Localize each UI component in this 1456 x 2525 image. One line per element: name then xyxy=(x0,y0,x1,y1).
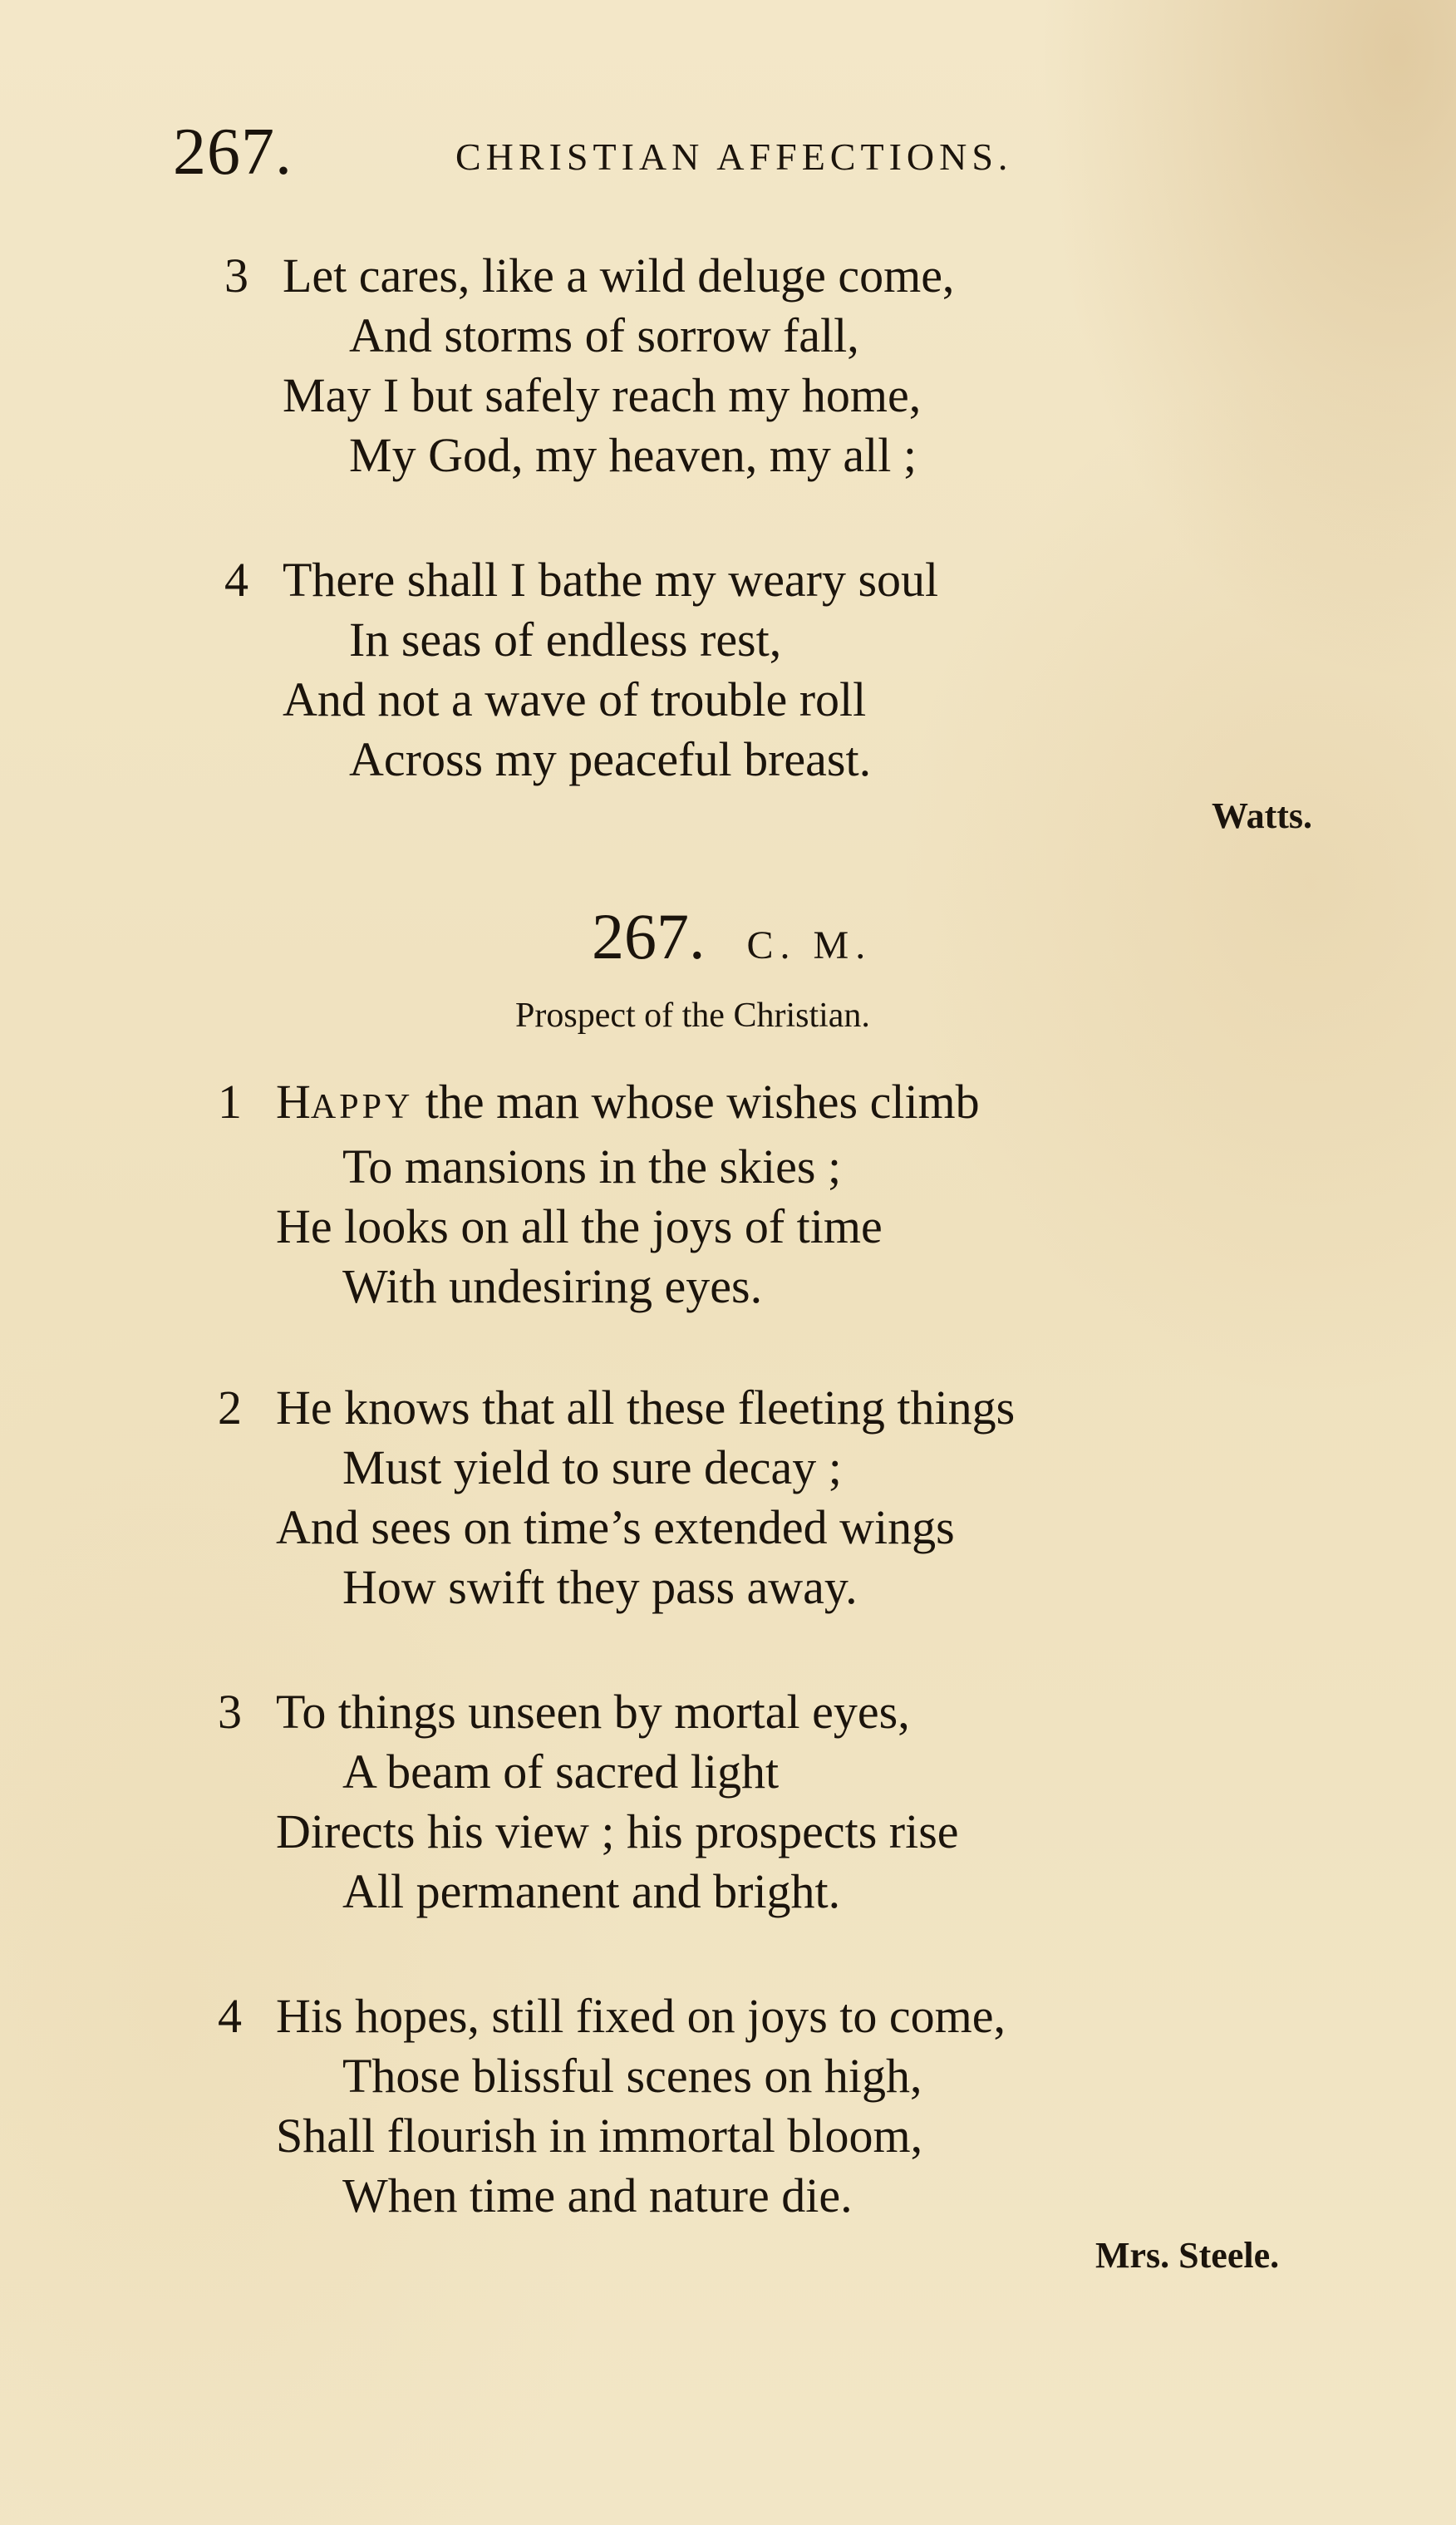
verse-line: Directs his view ; his prospects rise xyxy=(276,1804,959,1858)
stanza-number: 3 xyxy=(218,1685,242,1739)
stanza xyxy=(218,1378,1015,1617)
verse-line: There shall I bathe my weary soul xyxy=(283,553,939,607)
verse-line: And not a wave of trouble roll xyxy=(283,672,867,726)
stanza xyxy=(218,1072,980,1317)
verse-line: He looks on all the joys of time xyxy=(276,1199,883,1253)
hymn-heading xyxy=(592,899,872,974)
verse-line: With undesiring eyes. xyxy=(342,1259,763,1313)
stanza-number: 4 xyxy=(224,553,248,607)
first-word-smallcaps: APPY xyxy=(310,1088,414,1126)
stanza-number: 4 xyxy=(218,1989,242,2043)
page-header xyxy=(173,115,293,190)
stanza-number: 3 xyxy=(224,249,248,303)
verse-line: His hopes, still fixed on joys to come, xyxy=(276,1989,1006,2043)
verse-line: Those blissful scenes on high, xyxy=(342,2049,922,2103)
verse-line: Must yield to sure decay ; xyxy=(342,1440,842,1494)
author-attribution: Watts. xyxy=(1212,795,1312,836)
verse-line: the man whose wishes climb xyxy=(413,1075,980,1129)
verse-line: My God, my heaven, my all ; xyxy=(349,428,917,482)
verse-line: He knows that all these fleeting things xyxy=(276,1381,1016,1435)
page-number: 267. xyxy=(173,116,293,189)
first-word-initial: H xyxy=(276,1075,311,1129)
verse-line: And storms of sorrow fall, xyxy=(349,308,859,362)
stanza xyxy=(224,246,954,485)
stanza xyxy=(218,1986,1006,2226)
hymn-number: 267. xyxy=(592,900,706,972)
verse-line: To things unseen by mortal eyes, xyxy=(276,1685,910,1739)
verse-line: How swift they pass away. xyxy=(342,1560,858,1614)
stanza-number: 1 xyxy=(218,1075,242,1129)
running-title: CHRISTIAN AFFECTIONS. xyxy=(455,135,1013,178)
verse-line: When time and nature die. xyxy=(342,2168,853,2222)
verse-line: All permanent and bright. xyxy=(342,1864,841,1918)
verse-line: A beam of sacred light xyxy=(342,1745,780,1799)
verse-line: May I but safely reach my home, xyxy=(283,368,922,422)
verse-line: To mansions in the skies ; xyxy=(342,1139,842,1194)
verse-line: Across my peaceful breast. xyxy=(349,732,872,786)
hymn-meter: C. M. xyxy=(746,923,873,967)
stanza-number: 2 xyxy=(218,1381,242,1435)
author-attribution: Mrs. Steele. xyxy=(1095,2235,1280,2276)
verse-line: And sees on time’s extended wings xyxy=(276,1500,955,1554)
stanza xyxy=(218,1682,959,1922)
verse-line: Let cares, like a wild deluge come, xyxy=(283,249,955,303)
verse-line: In seas of endless rest, xyxy=(349,613,782,667)
verse-line: Shall flourish in immortal bloom, xyxy=(276,2109,923,2163)
hymn-title: Prospect of the Christian. xyxy=(515,997,870,1035)
stanza xyxy=(224,550,938,790)
